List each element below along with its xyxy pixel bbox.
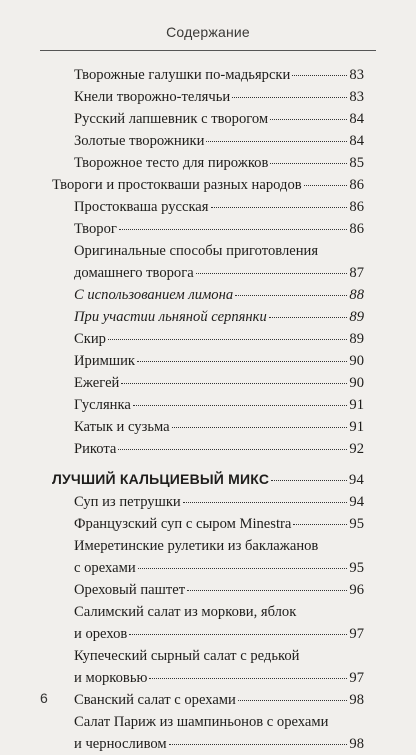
toc-entry-page: 83 xyxy=(349,89,364,105)
toc-entry-title: Твороги и простокваши разных народов xyxy=(52,177,302,193)
toc-entry-row xyxy=(74,623,364,645)
toc-entry-title-line1: Салат Париж из шампиньонов с орехами xyxy=(74,714,329,730)
dot-leader xyxy=(138,568,348,569)
toc-entry-title: С использованием лимона xyxy=(74,287,234,303)
toc-entry-page: 95 xyxy=(349,560,364,576)
toc-entry-page: 86 xyxy=(349,199,364,215)
toc-entry xyxy=(52,645,364,689)
toc-entry-row xyxy=(74,284,364,306)
toc-entry-row xyxy=(74,513,364,535)
toc-entry-row xyxy=(74,491,364,513)
dot-leader xyxy=(293,524,347,525)
toc-entry-row xyxy=(74,196,364,218)
toc-entry-page: 92 xyxy=(349,441,364,457)
toc-entry-title: Катык и сузьма xyxy=(74,419,170,435)
toc-entry-page: 88 xyxy=(349,287,364,303)
toc-entry-title-line1: Салимский салат из моркови, яблок xyxy=(74,604,297,620)
toc-entry-page: 95 xyxy=(349,516,364,532)
dot-leader xyxy=(119,229,348,230)
toc-entry-row xyxy=(74,328,364,350)
toc-entry-title: Французский суп с сыром Minestra xyxy=(74,516,292,532)
toc-entry xyxy=(52,372,364,394)
dot-leader xyxy=(235,295,347,296)
dot-leader xyxy=(121,383,347,384)
toc-entry xyxy=(52,513,364,535)
toc-entry-title: Суп из петрушки xyxy=(74,494,181,510)
toc-entry-page: 87 xyxy=(349,265,364,281)
toc-entry-row xyxy=(74,152,364,174)
toc-entry-page: 98 xyxy=(349,736,364,752)
toc-entry-title: Творожные галушки по-мадьярски xyxy=(74,67,291,83)
toc-entry xyxy=(52,108,364,130)
dot-leader xyxy=(169,744,348,745)
toc-entry-row xyxy=(74,438,364,460)
toc-entry-title: При участии льняной серпянки xyxy=(74,309,267,325)
header-rule xyxy=(40,50,376,51)
dot-leader xyxy=(270,119,347,120)
toc-entry xyxy=(52,491,364,513)
table-of-contents xyxy=(52,64,364,755)
toc-entry xyxy=(52,394,364,416)
toc-entry-page: 90 xyxy=(349,375,364,391)
toc-entry-page: 89 xyxy=(349,331,364,347)
toc-entry-page: 83 xyxy=(349,67,364,83)
toc-entry-title: с орехами xyxy=(74,560,136,576)
dot-leader xyxy=(183,502,348,503)
toc-section-heading xyxy=(52,468,364,491)
toc-entry-title-line1: Оригинальные способы приготовления xyxy=(74,243,319,259)
toc-entry xyxy=(52,240,364,284)
toc-entry-page: 86 xyxy=(349,221,364,237)
toc-entry-title-line1: Имеретинские рулетики из баклажанов xyxy=(74,538,319,554)
dot-leader xyxy=(232,97,347,98)
toc-entry-title: Иримшик xyxy=(74,353,136,369)
dot-leader xyxy=(129,634,347,635)
toc-entry-page: 85 xyxy=(349,155,364,171)
toc-entry-page: 84 xyxy=(349,111,364,127)
toc-entry-title: Скир xyxy=(74,331,106,347)
dot-leader xyxy=(206,141,347,142)
dot-leader xyxy=(270,163,347,164)
toc-entry xyxy=(52,64,364,86)
dot-leader xyxy=(172,427,348,428)
toc-entry-title: Творог xyxy=(74,221,117,237)
toc-entry-row xyxy=(74,64,364,86)
toc-entry-page: 90 xyxy=(349,353,364,369)
dot-leader xyxy=(118,449,347,450)
dot-leader xyxy=(211,207,348,208)
toc-entry-title: Ореховый паштет xyxy=(74,582,186,598)
dot-leader xyxy=(133,405,348,406)
toc-entry xyxy=(52,174,364,196)
running-header: Содержание xyxy=(166,24,250,40)
toc-entry xyxy=(52,196,364,218)
toc-entry xyxy=(52,350,364,372)
toc-entry-title: и черносливом xyxy=(74,736,167,752)
toc-entry xyxy=(52,689,364,711)
toc-entry-row xyxy=(74,108,364,130)
toc-entry-row xyxy=(74,306,364,328)
toc-entry xyxy=(52,711,364,755)
toc-entry-row xyxy=(74,394,364,416)
page-number: 6 xyxy=(40,690,48,706)
toc-entry-title: Ежегей xyxy=(74,375,120,391)
dot-leader xyxy=(187,590,347,591)
toc-entry-row xyxy=(74,372,364,394)
toc-entry xyxy=(52,579,364,601)
toc-entry-page: 97 xyxy=(349,626,364,642)
toc-entry xyxy=(52,218,364,240)
toc-entry-page: 91 xyxy=(349,419,364,435)
toc-entry-title: и морковью xyxy=(74,670,148,686)
dot-leader xyxy=(149,678,347,679)
toc-entry-title: Творожное тесто для пирожков xyxy=(74,155,269,171)
toc-entry-title: Золотые творожники xyxy=(74,133,205,149)
toc-entry-row xyxy=(74,416,364,438)
toc-entry-page: 97 xyxy=(349,670,364,686)
toc-entry-page: 94 xyxy=(349,472,364,488)
toc-entry-title: домашнего творога xyxy=(74,265,194,281)
dot-leader xyxy=(292,75,347,76)
toc-entry xyxy=(52,328,364,350)
dot-leader xyxy=(196,273,348,274)
toc-entry-row xyxy=(74,86,364,108)
toc-entry-title: Сванский салат с орехами xyxy=(74,692,236,708)
toc-entry xyxy=(52,152,364,174)
dot-leader xyxy=(269,317,348,318)
toc-entry-row xyxy=(74,262,364,284)
toc-entry-title: и орехов xyxy=(74,626,128,642)
toc-entry-row xyxy=(52,174,364,196)
dot-leader xyxy=(108,339,347,340)
toc-entry-row xyxy=(52,468,364,491)
toc-entry-row xyxy=(74,579,364,601)
toc-entry-row xyxy=(74,733,364,755)
toc-entry-page: 96 xyxy=(349,582,364,598)
toc-entry xyxy=(52,438,364,460)
toc-entry-title: ЛУЧШИЙ КАЛЬЦИЕВЫЙ МИКС xyxy=(52,471,270,487)
toc-entry xyxy=(52,130,364,152)
toc-entry-row xyxy=(74,557,364,579)
toc-entry-title-line1: Купеческий сырный салат с редькой xyxy=(74,648,300,664)
toc-entry-title: Русский лапшевник с творогом xyxy=(74,111,269,127)
toc-entry-page: 89 xyxy=(349,309,364,325)
dot-leader xyxy=(238,700,348,701)
toc-entry-title: Рикота xyxy=(74,441,117,457)
toc-entry-page: 86 xyxy=(349,177,364,193)
toc-entry-title: Простокваша русская xyxy=(74,199,209,215)
toc-entry-page: 98 xyxy=(349,692,364,708)
toc-entry-row xyxy=(74,689,364,711)
toc-entry-page: 91 xyxy=(349,397,364,413)
toc-entry-row xyxy=(74,218,364,240)
toc-entry-title: Гуслянка xyxy=(74,397,131,413)
toc-entry-title: Кнели творожно-телячьи xyxy=(74,89,231,105)
dot-leader xyxy=(304,185,348,186)
toc-entry xyxy=(52,601,364,645)
toc-entry-row xyxy=(74,130,364,152)
toc-entry-row xyxy=(74,667,364,689)
toc-entry-row xyxy=(74,350,364,372)
toc-entry xyxy=(52,86,364,108)
toc-entry-page: 94 xyxy=(349,494,364,510)
toc-entry xyxy=(52,306,364,328)
toc-entry-page: 84 xyxy=(349,133,364,149)
dot-leader xyxy=(271,480,347,481)
toc-entry xyxy=(52,416,364,438)
toc-entry xyxy=(52,535,364,579)
dot-leader xyxy=(137,361,347,362)
toc-entry xyxy=(52,284,364,306)
